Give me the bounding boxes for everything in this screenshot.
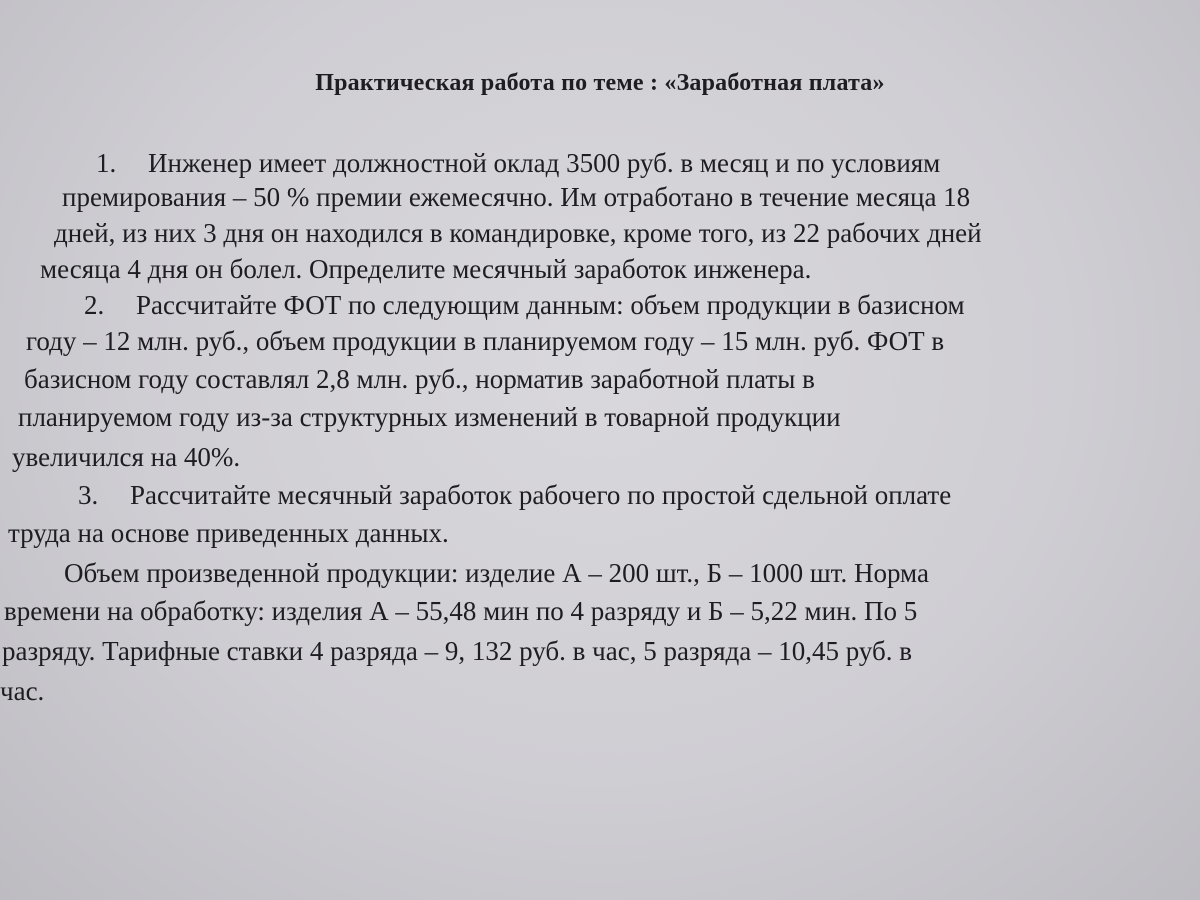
data-paragraph-line-2: времени на обработку: изделия А – 55,48 мин по 4 разряду и Б – 5,22 мин. По 5 [4, 596, 918, 626]
task-1-line-3: дней, из них 3 дня он находился в командировке, кроме того, из 22 рабочих дней [54, 218, 982, 248]
task-3-number: 3. [78, 480, 99, 510]
data-paragraph-line-3: разряду. Тарифные ставки 4 разряда – 9, 132 руб. в час, 5 разряда – 10,45 руб. в [2, 636, 913, 666]
task-2-number: 2. [84, 290, 105, 320]
task-3-line-2: труда на основе приведенных данных. [8, 518, 449, 548]
task-2-line-3: базисном году составлял 2,8 млн. руб., норматив заработной платы в [24, 364, 815, 394]
document-title: Практическая работа по теме : «Заработная плата» [315, 70, 885, 96]
task-1-line-4: месяца 4 дня он болел. Определите месячный заработок инженера. [40, 254, 812, 284]
task-2-line-2: году – 12 млн. руб., объем продукции в планируемом году – 15 млн. руб. ФОТ в [26, 326, 945, 356]
task-1-line-1: Инженер имеет должностной оклад 3500 руб. в месяц и по условиям [148, 148, 941, 178]
task-1-first-line [96, 146, 940, 180]
task-3-first-line [78, 478, 951, 512]
task-3-line-1: Рассчитайте месячный заработок рабочего по простой сдельной оплате [130, 480, 952, 510]
task-1-number: 1. [96, 148, 117, 178]
data-paragraph-line-4: час. [0, 676, 45, 706]
task-2-line-1: Рассчитайте ФОТ по следующим данным: объем продукции в базисном [136, 290, 965, 320]
task-2-first-line [84, 288, 965, 322]
task-1-line-2: премирования – 50 % премии ежемесячно. Им отработано в течение месяца 18 [62, 182, 971, 212]
data-paragraph-line-1: Объем произведенной продукции: изделие А – 200 шт., Б – 1000 шт. Норма [64, 558, 929, 588]
task-2-line-4: планируемом году из-за структурных изменений в товарной продукции [18, 402, 841, 432]
task-2-line-5: увеличился на 40%. [12, 442, 241, 472]
